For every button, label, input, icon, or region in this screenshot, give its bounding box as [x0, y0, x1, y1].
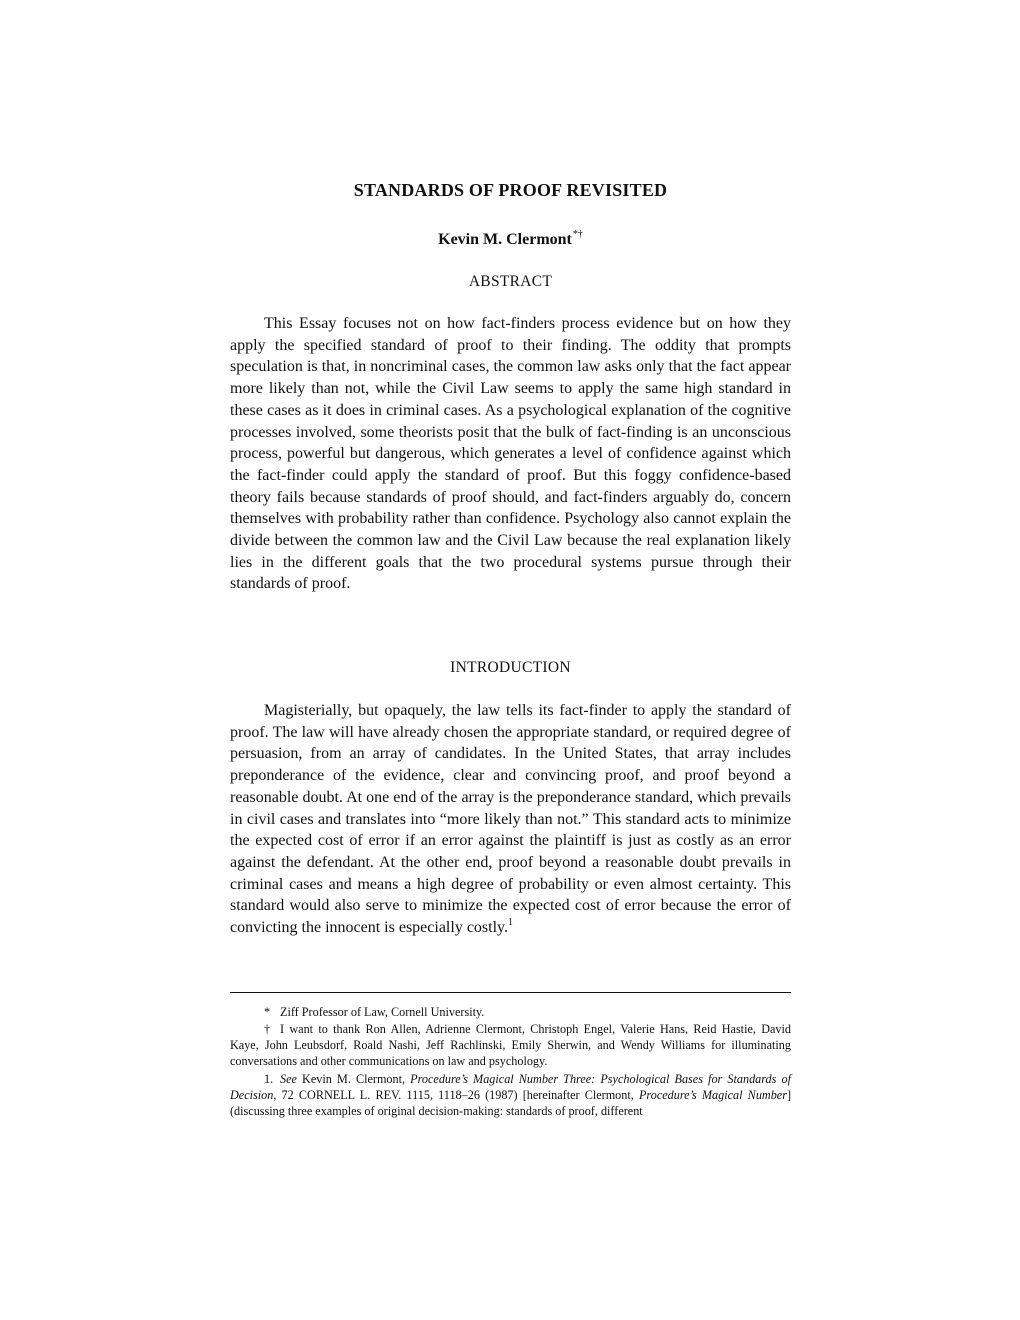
footnote-1-volume: , 72 — [273, 1088, 294, 1103]
author-name: Kevin M. Clermont — [438, 231, 572, 248]
footnote-1-pages: 1115, 1118–26 (1987) [hereinafter Clermont, — [406, 1088, 634, 1103]
footnote-dagger — [230, 1021, 791, 1070]
abstract-heading: ABSTRACT — [468, 273, 553, 290]
abstract-paragraph: This Essay focuses not on how fact-finders process evidence but on how they apply the specified standard of proof to their finding. The oddity that prompts speculation is that, in noncriminal cases, the common law asks only that the fact appear more likely than not, while the Civil Law seems to apply the same high standard in these cases as it does in criminal cases. As a psychological explanation of the cognitive processes involved, some theorists posit that the bulk of fact-finding is an unconscious process, powerful but dangerous, which generates a level of confidence against which the fact-finder could apply the standard of proof. But this foggy confidence-based theory fails because standards of proof should, and fact-finders arguably do, concern themselves with probability rather than confidence. Psychology also cannot explain the divide between the common law and the Civil Law because the real explanation likely lies in the different goals that the two procedural systems pursue through their standards of proof. — [230, 315, 791, 593]
footnote-1-signal: See — [280, 1072, 297, 1086]
footnote-star-text: Ziff Professor of Law, Cornell University. — [280, 1005, 485, 1019]
paper-title: STANDARDS OF PROOF REVISITED — [353, 180, 668, 200]
footnote-1-short-title: Procedure’s Magical Number — [638, 1088, 787, 1103]
introduction-heading: INTRODUCTION — [450, 659, 571, 676]
footnote-1-author: Kevin M. Clermont, — [302, 1072, 406, 1086]
footnote-divider — [230, 992, 791, 993]
footnote-star — [230, 1004, 791, 1020]
author-footnote-marks[interactable]: *† — [572, 229, 583, 240]
footnote-1 — [230, 1071, 791, 1120]
footnote-dagger-mark: † — [264, 1022, 271, 1036]
introduction-text: Magisterially, but opaquely, the law tells its fact-finder to apply the standard of proof. The law will have already chosen the appropriate standard, or required degree of persuasion, from an array of candidates. In the United States, that array includes preponderance of the evidence, clear and convincing proof, and proof beyond a reasonable doubt. At one end of the array is the preponderance standard, which prevails in civil cases and translates into “more likely than not.” This standard acts to minimize the expected cost of error if an error against the plaintiff is just as costly as an error against the defendant. At the other end, proof beyond a reasonable doubt prevails in criminal cases and means a high degree of probability or even almost certainty. This standard would also serve to minimize the expected cost of error because the error of convicting the innocent is especially costly. — [230, 702, 791, 937]
footnote-star-mark: * — [264, 1005, 271, 1019]
footnote-1-mark: 1. — [264, 1072, 274, 1086]
footnote-dagger-text: I want to thank Ron Allen, Adrienne Clermont, Christoph Engel, Valerie Hans, Reid Hastie, David Kaye, John Leubsdorf, Roald Nashi, Jeff Rachlinski, Emily Sherwin, and Wendy Williams for illuminating conversations and other communications on law and psychology. — [230, 1022, 791, 1069]
footnote-1-tail: ] (discussing three examples of original decision-making: standards of proof, different — [230, 1088, 792, 1119]
footnote-1-journal: CORNELL L. REV. — [298, 1088, 402, 1103]
footnote-ref-1[interactable]: 1 — [508, 917, 513, 929]
author-line — [230, 229, 791, 249]
introduction-paragraph — [230, 700, 791, 939]
footnote-1-article-title: Procedure’s Magical Number Three: Psychological Bases for Standards of Decision — [230, 1072, 791, 1103]
